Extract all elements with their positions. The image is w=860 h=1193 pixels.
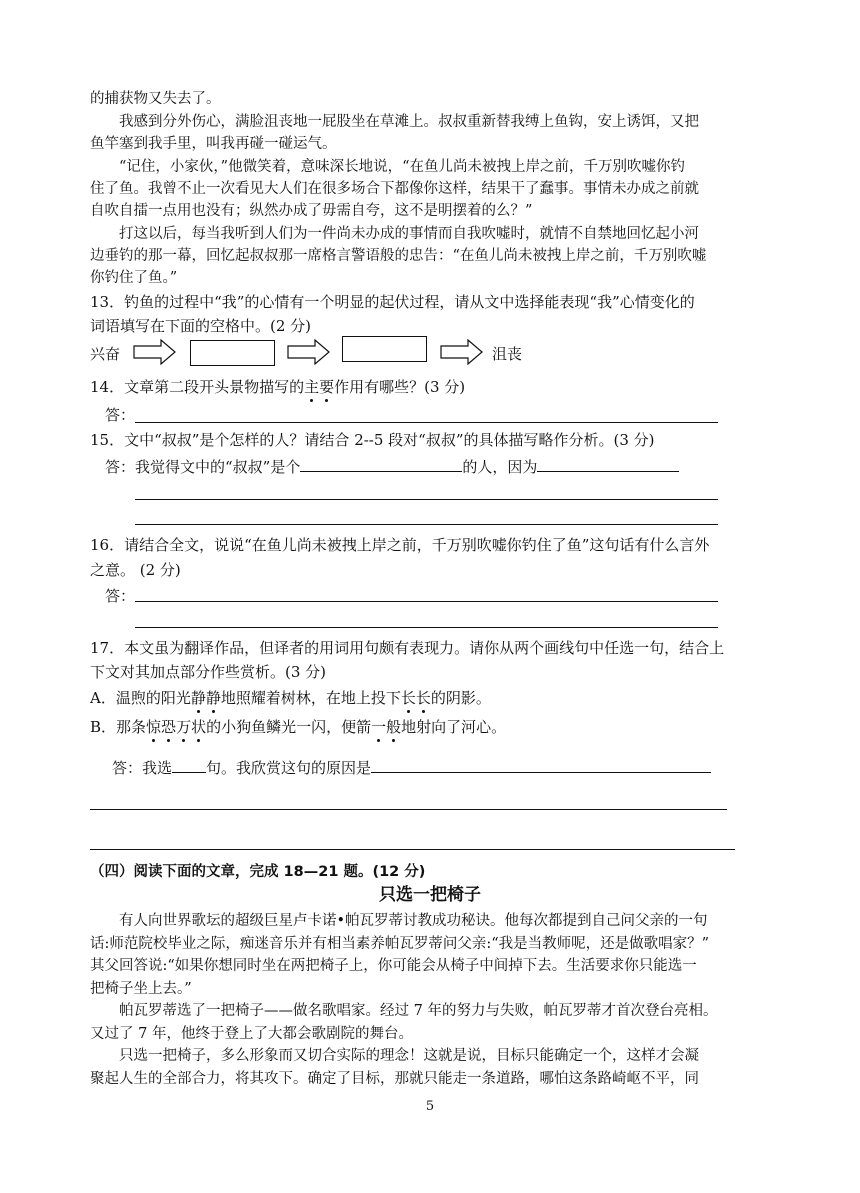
right-arrow-icon	[133, 339, 177, 365]
option-b: B．那条惊恐万状的小狗鱼鳞光一闪，便箭一般地射向了河心。	[90, 718, 507, 736]
answer-blank[interactable]	[172, 758, 206, 773]
passage-line: 自吹自擂一点用也没有；纵然办成了毋需自夸，这不是明摆着的么？”	[90, 203, 533, 219]
question-17-text: 17．本文虽为翻译作品，但译者的用词用句颇有表现力。请你从两个画线句中任选一句，结合上	[90, 639, 725, 657]
answer-line[interactable]	[135, 422, 718, 423]
page-number: 5	[425, 1099, 435, 1114]
question-13-text: 词语填写在下面的空格中。(2 分)	[90, 317, 312, 335]
article-line: 话:师范院校毕业之际，痴迷音乐并有相当素养帕瓦罗蒂问父亲:“我是当教师呢，还是做歌唱家？”	[90, 936, 710, 952]
article-line: 把椅子坐上去。”	[90, 981, 192, 997]
article-line: 只选一把椅子，多么形象而又切合实际的理念！这就是说，目标只能确定一个，这样才会凝	[119, 1048, 699, 1064]
right-arrow-icon	[440, 339, 484, 365]
answer-label: 答：	[105, 406, 136, 424]
passage-line: 的捕获物又失去了。	[90, 91, 221, 107]
answer-line[interactable]	[135, 601, 718, 602]
answer-blank[interactable]	[537, 457, 679, 472]
answer-line[interactable]	[135, 499, 718, 500]
option-a: A．温煦的阳光静静地照耀着树林，在地上投下长长的阴影。	[90, 689, 491, 707]
passage-line: 住了鱼。我曾不止一次看见大人们在很多场合下都像你这样，结果干了蠢事。事情未办成之前就	[90, 181, 699, 197]
passage-line: 我感到分外伤心，满脸沮丧地一屁股坐在草滩上。叔叔重新替我缚上鱼钩，安上诱饵，又把	[119, 114, 699, 130]
article-line: 聚起人生的全部合力，将其攻下。确定了目标，那就只能走一条道路，哪怕这条路崎岖不平，同	[90, 1071, 699, 1087]
answer-line[interactable]	[90, 809, 727, 810]
passage-line: 打这以后，每当我听到人们为一件尚未办成的事情而自我吹嘘时，就情不自禁地回忆起小河	[119, 226, 699, 242]
question-15-answer: 答：我觉得文中的“叔叔”是个 的人，因为	[105, 457, 679, 477]
right-arrow-icon	[287, 339, 331, 365]
answer-line[interactable]	[135, 627, 718, 628]
mood-end-word: 沮丧	[492, 345, 523, 363]
mood-start-word: 兴奋	[90, 345, 121, 363]
question-16-text: 16．请结合全文，说说“在鱼儿尚未被拽上岸之前，千万别吹嘘你钓住了鱼”这句话有什么言外	[90, 536, 710, 554]
answer-line[interactable]	[135, 524, 718, 525]
question-15-text: 15．文中“叔叔”是个怎样的人？请结合 2--5 段对“叔叔”的具体描写略作分析。(3 分)	[90, 431, 655, 449]
article-line: 又过了 7 年，他终于登上了大都会歌剧院的舞台。	[90, 1026, 413, 1042]
answer-blank[interactable]	[300, 457, 462, 472]
passage-line: 鱼竿塞到我手里，叫我再碰一碰运气。	[90, 136, 337, 152]
article-line: 其父回答说:“如果你想同时坐在两把椅子上，你可能会从椅子中间掉下去。生活要求你只能选一	[90, 958, 697, 974]
passage-line: 你钓住了鱼。”	[90, 270, 178, 286]
article-line: 有人向世界歌坛的超级巨星卢卡诺•帕瓦罗蒂讨教成功秘诀。他每次都提到自己问父亲的一句	[119, 913, 708, 929]
mood-answer-box-2[interactable]	[342, 336, 427, 362]
answer-line[interactable]	[90, 849, 735, 850]
article-title: 只选一把椅子	[379, 885, 481, 905]
question-13-text: 13．钓鱼的过程中“我”的心情有一个明显的起伏过程，请从文中选择能表现“我”心情变化的	[90, 293, 695, 311]
answer-label: 答：	[105, 587, 136, 605]
question-14-text: 14．文章第二段开头景物描写的主要作用有哪些？(3 分)	[90, 378, 466, 396]
question-16-text: 之意。 (2 分)	[90, 561, 181, 579]
question-17-answer: 答：我选 句。我欣赏这句的原因是	[112, 758, 711, 778]
passage-line: 边垂钓的那一幕，回忆起叔叔那一席格言警语般的忠告：“在鱼儿尚未被拽上岸之前，千万别吹嘘	[90, 248, 707, 264]
mood-answer-box-1[interactable]	[190, 340, 275, 366]
question-17-text: 下文对其加点部分作些赏析。(3 分)	[90, 663, 327, 681]
answer-blank[interactable]	[371, 758, 711, 773]
article-line: 帕瓦罗蒂选了一把椅子——做名歌唱家。经过 7 年的努力与失败，帕瓦罗蒂才首次登台亮相。	[119, 1003, 718, 1019]
section-heading: （四）阅读下面的文章，完成 18—21 题。(12 分)	[90, 864, 426, 880]
passage-line: “记住，小家伙，”他微笑着，意味深长地说，“在鱼儿尚未被拽上岸之前，千万别吹嘘你钓	[119, 159, 685, 175]
